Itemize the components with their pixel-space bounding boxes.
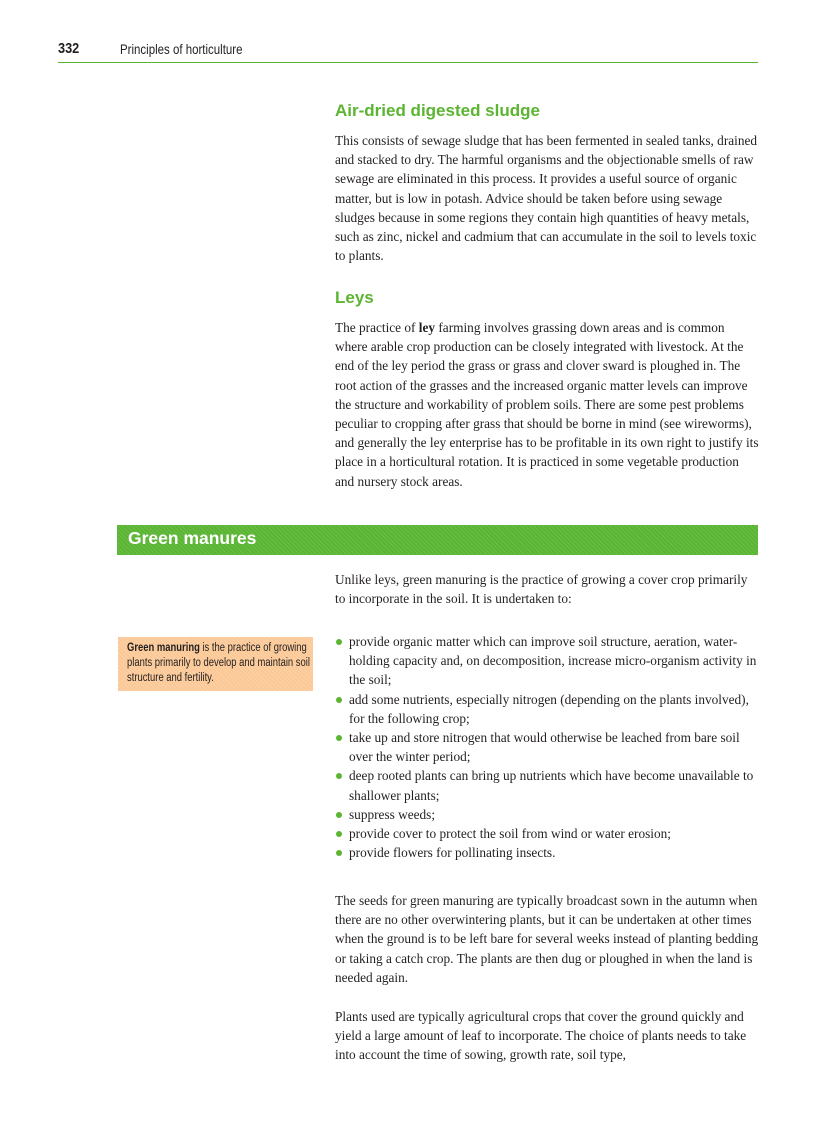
list-item (335, 805, 759, 824)
list-item-text: deep rooted plants can bring up nutrients which have become unavailable to shallower plants; (349, 768, 754, 803)
bullet-dot-icon (336, 773, 342, 779)
list-item (335, 690, 759, 728)
list-item-text: provide flowers for pollinating insects. (349, 845, 556, 861)
list-item (335, 728, 759, 766)
running-title: Principles of horticulture (120, 41, 243, 57)
bullet-dot-icon (336, 850, 342, 856)
green-manures-list (335, 632, 759, 862)
green-manures-para2 (335, 891, 759, 987)
section-band-green-manures (117, 525, 758, 555)
definition-body: is the practice of growing plants primarily to develop and maintain soil structure and fertility. (127, 642, 310, 684)
page-number: 332 (58, 40, 80, 57)
page-header (58, 36, 758, 63)
section-sludge (335, 101, 759, 265)
paragraph-sowing: The seeds for green manuring are typically broadcast sown in the autumn when there are no other overwintering plants, but it can be undertaken at other times when the ground is to be left bare for several weeks instead of planting bedding or taking a catch crop. The plants are then dug or ploughed in when the land is needed again. (335, 893, 759, 985)
definition-text (127, 641, 316, 686)
bullet-dot-icon (336, 697, 342, 703)
list-item (335, 824, 759, 843)
section-leys (335, 288, 759, 491)
leys-text-end: farming involves grassing down areas and is common where arable crop production can be closely integrated with livestock. At the end of the ley period the grass or grass and clover sward is ploughed in. The root action of the grasses and the increased organic matter levels can improve the structure and workability of problem soils. There are some pest problems peculiar to cropping after grass that should be borne in mind (see wireworms), and generally the ley enterprise has to be profitable in its own right to justify its place in a horticultural rotation. It is practiced in some vegetable production and nursery stock areas. (335, 320, 759, 489)
leys-keyword: ley (418, 320, 436, 335)
definition-term: Green manuring (127, 642, 200, 654)
list-item-text: add some nutrients, especially nitrogen (depending on the plants involved), for the following crop; (349, 691, 749, 726)
bullet-list (335, 632, 759, 862)
leys-text-start: The practice of (335, 320, 419, 335)
list-item (335, 766, 759, 804)
green-manures-para3 (335, 1007, 759, 1065)
green-manures-intro (335, 570, 759, 608)
bullet-dot-icon (336, 812, 342, 818)
list-item (335, 843, 759, 862)
section-title-green-manures: Green manures (128, 528, 257, 548)
bullet-dot-icon (336, 639, 342, 645)
paragraph-plants: Plants used are typically agricultural crops that cover the ground quickly and yield a large amount of leaf to incorporate. The choice of plants needs to take into account the time of sowing, growth rate, soil type, (335, 1009, 747, 1063)
paragraph-sludge: This consists of sewage sludge that has been fermented in sealed tanks, drained and stacked to dry. The harmful organisms and the objectionable smells of raw sewage are eliminated in this process. It provides a useful source of organic matter, but is low in potash. Advice should be taken before using sewage sludges because in some regions they contain high quantities of heavy metals, such as zinc, nickel and cadmium that can accumulate in the soil to levels toxic to plants. (335, 133, 758, 264)
definition-box (118, 637, 313, 691)
bullet-dot-icon (336, 831, 342, 837)
list-item-text: provide organic matter which can improve soil structure, aeration, water-holding capacity and, on decomposition, increase micro-organism activity in the soil; (349, 634, 757, 688)
list-item-text: suppress weeds; (349, 806, 436, 822)
paragraph-leys (335, 318, 759, 491)
bullet-dot-icon (336, 735, 342, 741)
heading-sludge: Air-dried digested sludge (335, 101, 540, 120)
list-item-text: provide cover to protect the soil from wind or water erosion; (349, 826, 671, 842)
list-item-text: take up and store nitrogen that would otherwise be leached from bare soil over the winter period; (349, 730, 740, 765)
list-item (335, 632, 759, 690)
heading-leys: Leys (335, 288, 374, 307)
paragraph-intro: Unlike leys, green manuring is the practice of growing a cover crop primarily to incorporate in the soil. It is undertaken to: (335, 572, 748, 607)
